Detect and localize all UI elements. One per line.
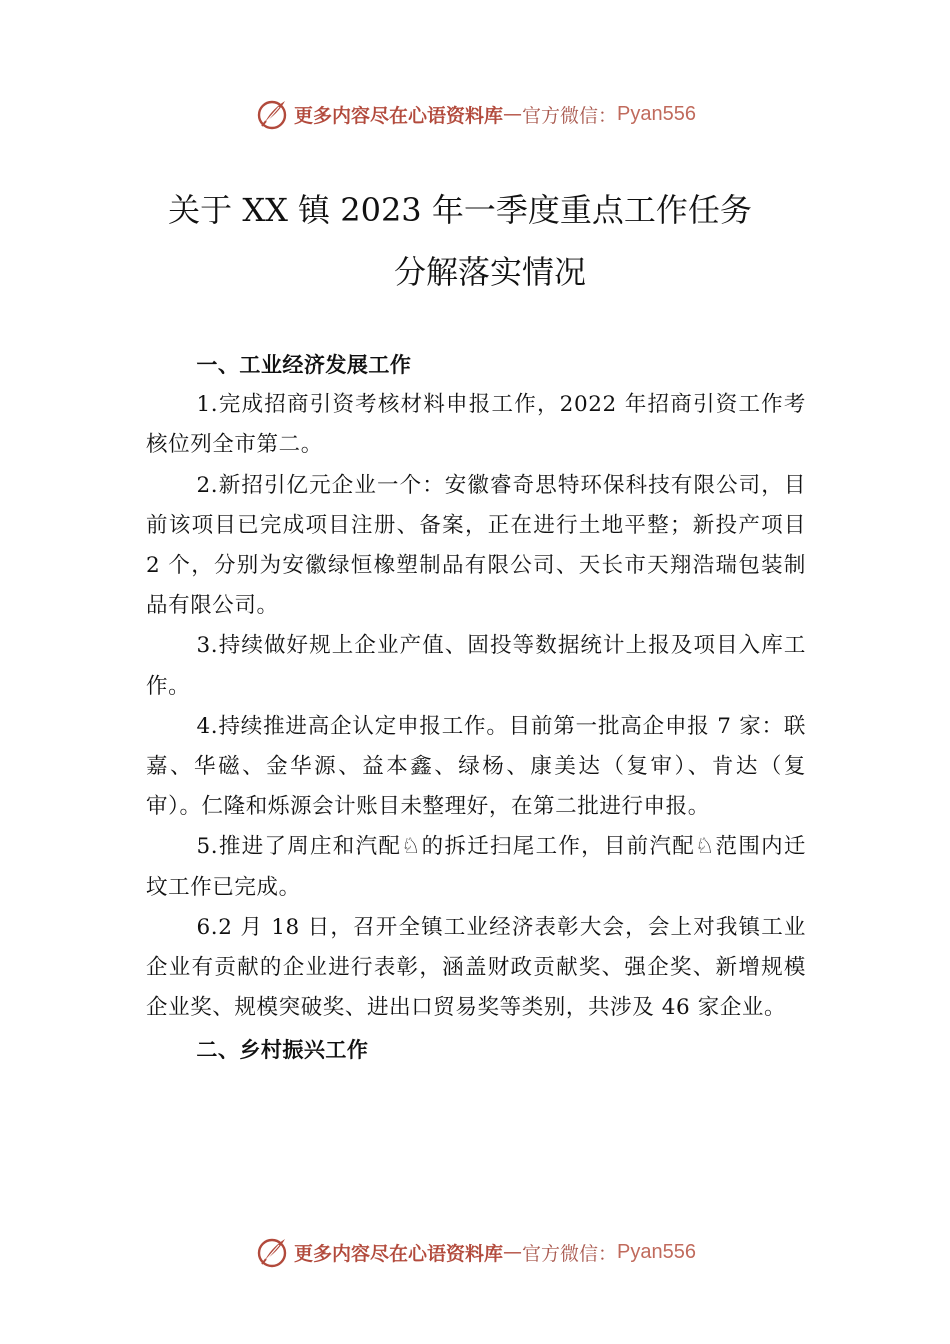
body-paragraph: 1.完成招商引资考核材料申报工作，2022 年招商引资工作考核位列全市第二。	[146, 392, 806, 458]
watermark-banner-top	[0, 94, 950, 134]
watermark-wechat-label: 官方微信：	[522, 1242, 618, 1265]
watermark-wechat-id: Pyan556	[617, 1240, 696, 1263]
watermark-wechat-label: 官方微信：	[522, 104, 618, 127]
feather-pen-logo-icon	[254, 96, 290, 132]
watermark-banner-bottom	[0, 1232, 950, 1272]
section-heading: 一、工业经济发展工作	[196, 353, 412, 377]
body-paragraph: 6.2 月 18 日，召开全镇工业经济表彰大会，会上对我镇工业企业有贡献的企业进行表彰，涵盖财政贡献奖、强企奖、新增规模企业奖、规模突破奖、进出口贸易奖等类别，共涉及 46 家企业。	[146, 914, 806, 1021]
watermark-main-text: 更多内容尽在心语资料库	[294, 104, 504, 127]
watermark-wechat-id: Pyan556	[617, 102, 696, 125]
body-paragraph: 4.持续推进高企认定申报工作。目前第一批高企申报 7 家：联嘉、华磁、金华源、益本鑫、绿杨、康美达（复审）、肯达（复审）。仁隆和烁源会计账目未整理好，在第二批进行申报。	[146, 713, 806, 820]
body-paragraph: 3.持续做好规上企业产值、固投等数据统计上报及项目入库工作。	[146, 633, 806, 699]
feather-pen-logo-icon	[254, 1234, 290, 1270]
document-title-line1: 关于 XX 镇 2023 年一季度重点工作任务	[168, 191, 752, 229]
document-title-line2: 分解落实情况	[393, 253, 586, 291]
body-paragraph: 2.新招引亿元企业一个：安徽睿奇思特环保科技有限公司，目前该项目已完成项目注册、备案，正在进行土地平整；新投产项目 2 个，分别为安徽绿恒橡塑制品有限公司、天长市天翔浩瑞包装制品有限公司。	[146, 472, 806, 619]
watermark-main-text: 更多内容尽在心语资料库	[294, 1242, 504, 1265]
document-body	[146, 345, 806, 1071]
watermark-dash: —	[503, 1241, 523, 1263]
watermark-dash: —	[503, 103, 523, 125]
section-heading: 二、乡村振兴工作	[196, 1038, 369, 1063]
body-paragraph: 5.推进了周庄和汽配♘的拆迁扫尾工作，目前汽配♘范围内迁坟工作已完成。	[146, 834, 806, 900]
